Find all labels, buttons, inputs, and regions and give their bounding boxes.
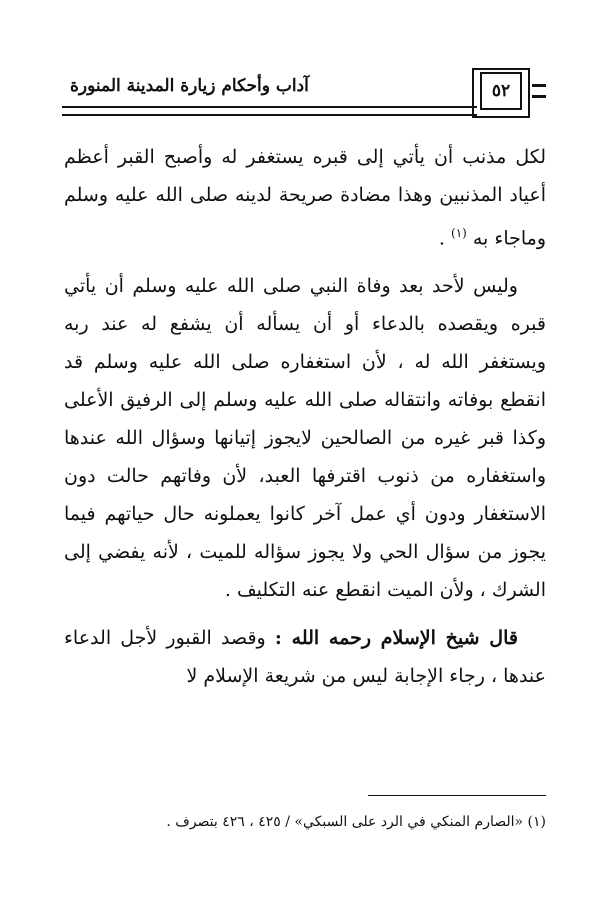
page-header xyxy=(40,72,600,116)
paragraph-1 xyxy=(64,138,546,257)
footnote-reference[interactable]: (١) xyxy=(451,226,467,240)
paragraph-1-text: لكل مذنب أن يأتي إلى قبره يستغفر له وأصبح القبر أعظم أعياد المذنبين وهذا مضادة صريحة لدينه صلى الله عليه وسلم وماجاء به xyxy=(64,146,546,250)
paragraph-1-end: . xyxy=(438,227,445,250)
paragraph-2: وليس لأحد بعد وفاة النبي صلى الله عليه وسلم أن يأتي قبره ويقصده بالدعاء أو أن يسأله أن يشفع له عند ربه ويستغفر الله له ، لأن استغفاره صلى الله عليه وسلم قد انقطع بوفاته وانتقاله صلى الله عليه وسلم إلى الرفيق الأعلى وكذا قبر غيره من الصالحين لايجوز إتيانها وسؤال الله عندها واستغفاره من ذنوب اقترفها العبد، لأن وفاتهم حالت دون الاستغفار ودون أي عمل آخر كانوا يعملونه حال حياتهم فيما يجوز من سؤال الحي ولا يجوز سؤاله للميت ، لأنه يفضي إلى الشرك ، ولأن الميت انقطع عنه التكليف . xyxy=(64,275,546,602)
page-number-mark xyxy=(532,84,546,98)
footnote: (١) «الصارم المنكي في الرد على السبكي» / ٤٢٥ ، ٤٢٦ بتصرف . xyxy=(166,814,546,830)
footnote-rule xyxy=(368,795,546,796)
paragraph-3 xyxy=(64,619,546,695)
paragraph-3-text: وقصد القبور لأجل الدعاء عندها ، رجاء الإجابة ليس من شريعة الإسلام لا xyxy=(64,627,546,688)
quote-attribution: قال شيخ الإسلام رحمه الله : xyxy=(274,627,518,650)
page-number: ٥٢ xyxy=(480,72,522,110)
main-text xyxy=(64,138,546,705)
running-title: آداب وأحكام زيارة المدينة المنورة xyxy=(70,76,309,96)
header-rule xyxy=(62,106,477,116)
